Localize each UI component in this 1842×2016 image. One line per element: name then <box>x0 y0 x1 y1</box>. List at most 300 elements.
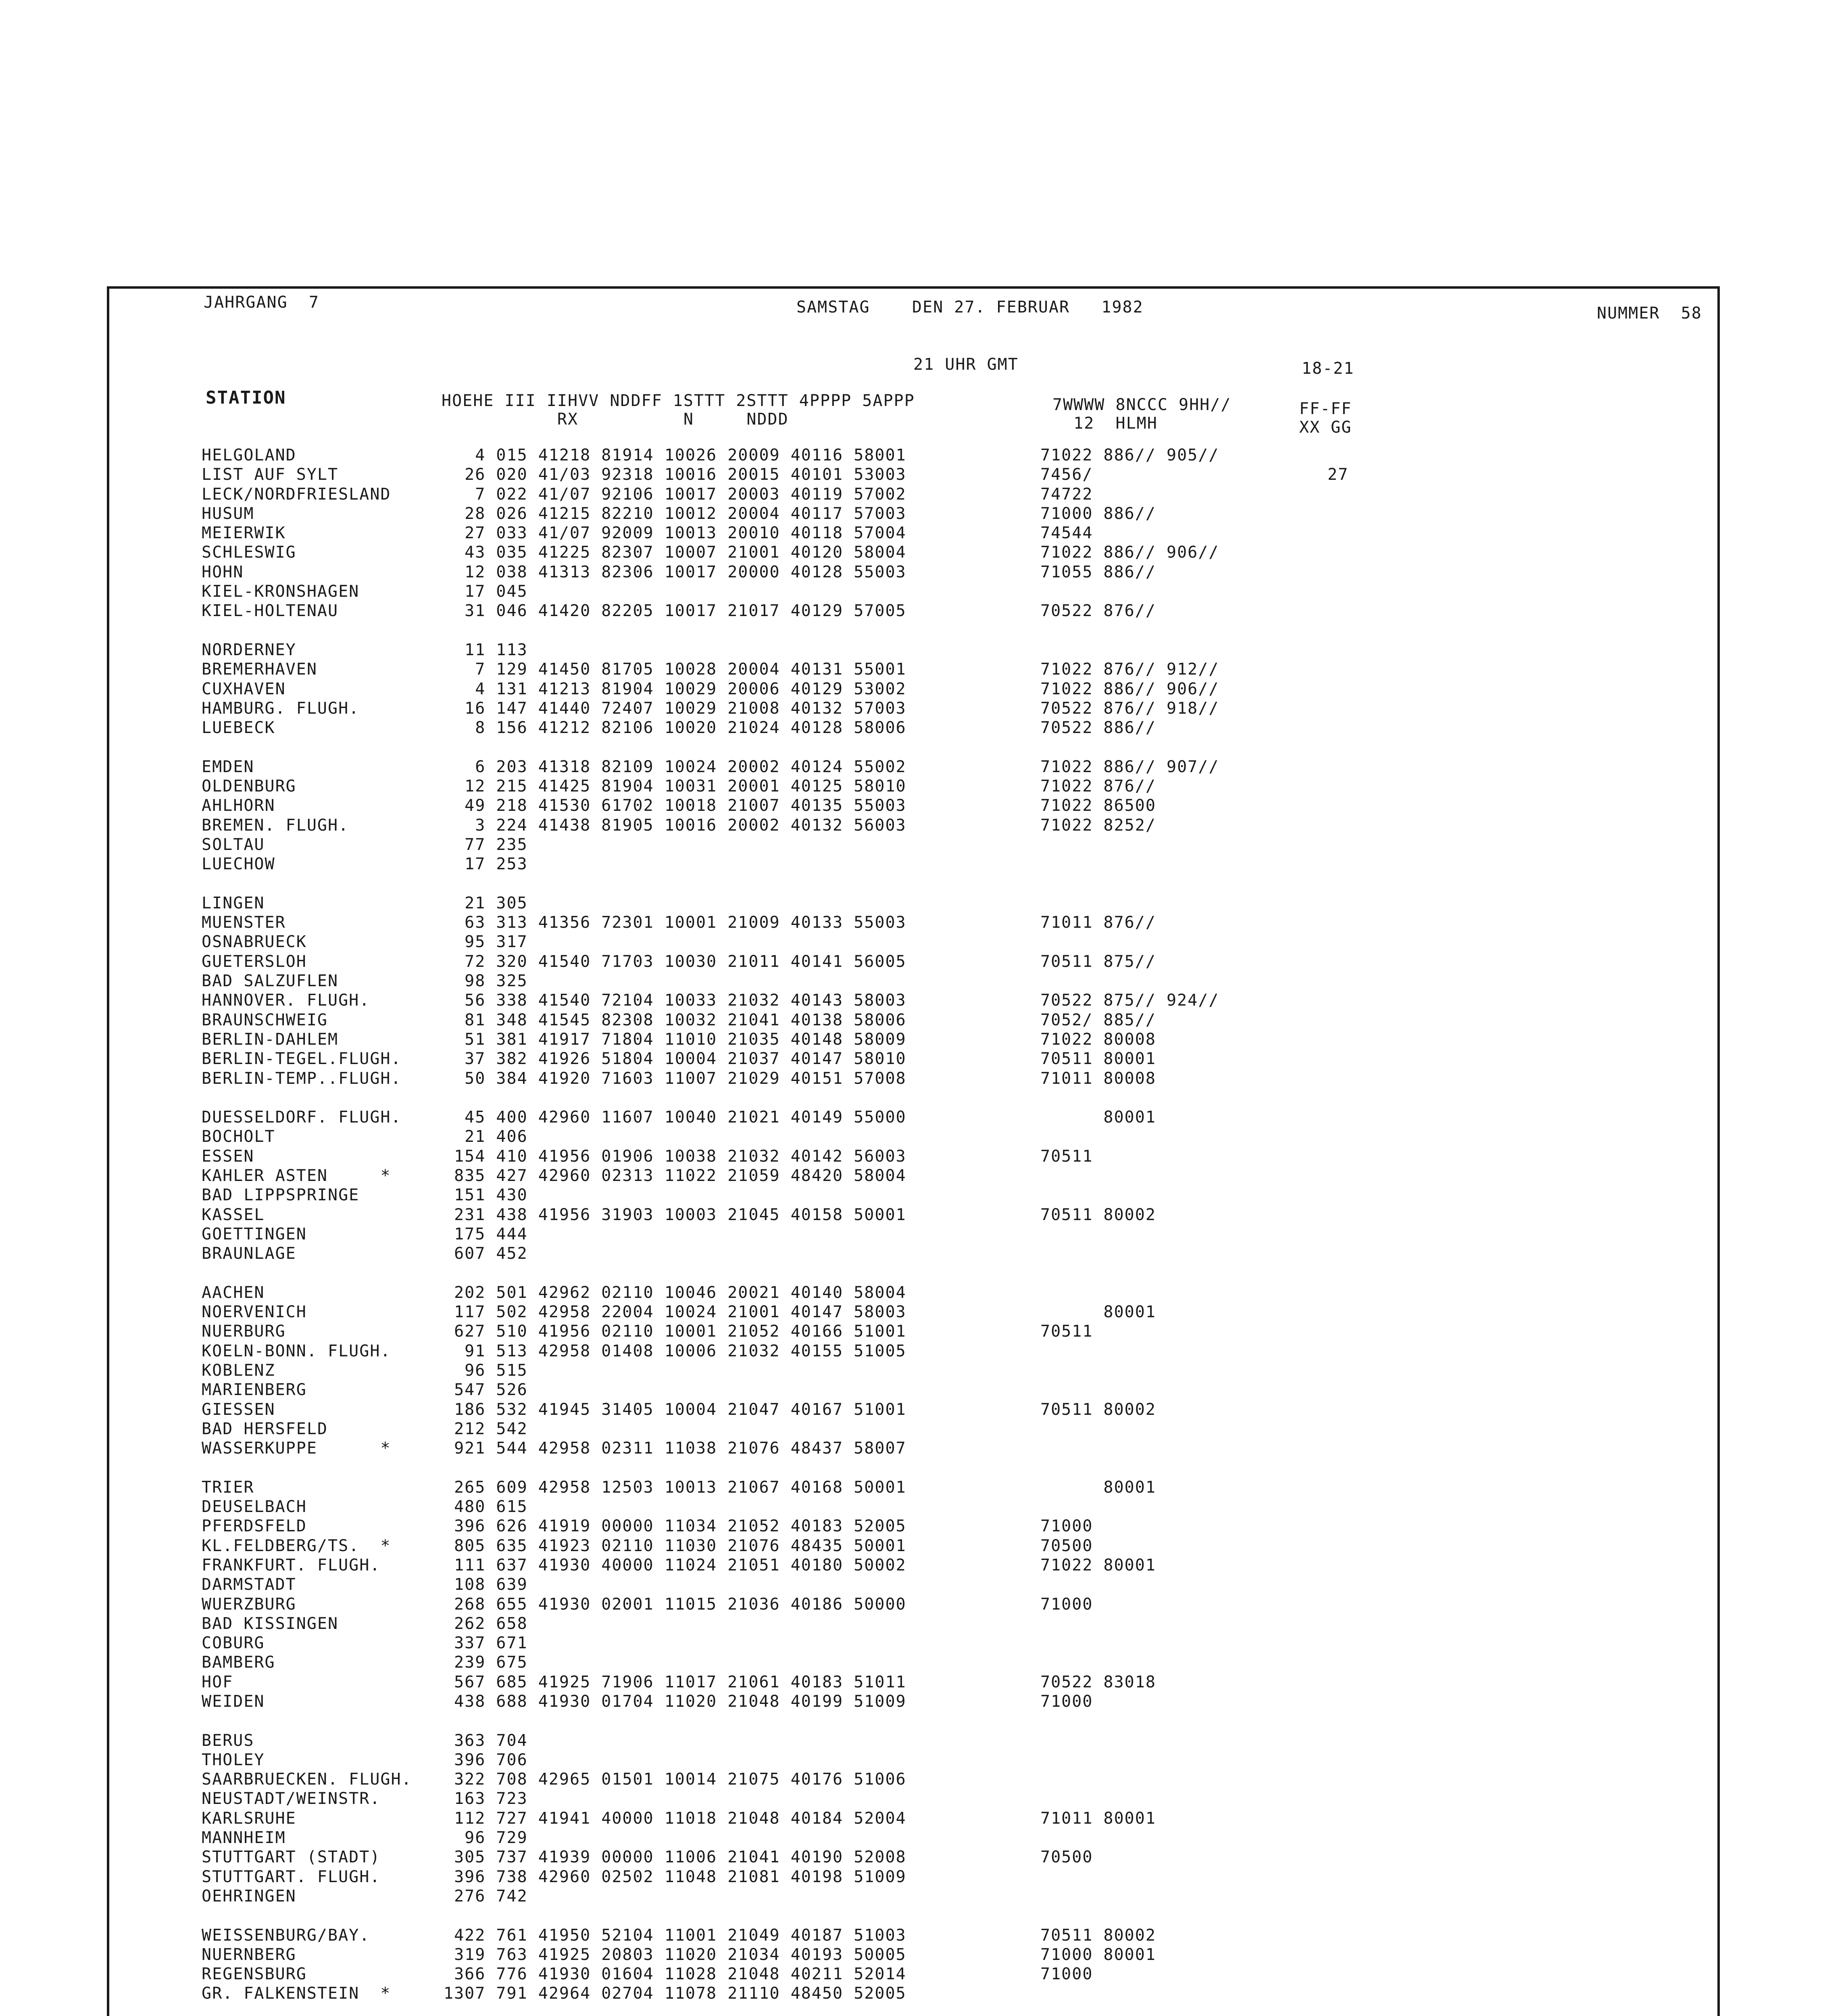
station-groups <box>1040 932 1219 952</box>
station-ff <box>1306 1244 1348 1263</box>
station-name: BAD KISSINGEN <box>202 1614 339 1633</box>
station-ff <box>1306 660 1348 679</box>
station-groups: 80001 <box>1040 1478 1156 1497</box>
station-name: BOCHOLT <box>202 1127 275 1146</box>
station-ff <box>1306 1809 1348 1828</box>
station-name: NUERNBERG <box>202 1945 296 1964</box>
station-values: 51 381 41917 71804 11010 21035 40148 58009 <box>444 1030 906 1049</box>
station-name: BERUS <box>202 1731 254 1750</box>
group-gap <box>1040 1458 1219 1477</box>
station-ff <box>1306 1478 1348 1497</box>
station-values: 112 727 41941 40000 11018 21048 40184 52004 <box>444 1809 906 1828</box>
station-groups: 71022 8252/ <box>1040 816 1156 835</box>
station-ff <box>1306 446 1348 465</box>
station-ff <box>1306 1750 1348 1770</box>
station-name: BRAUNSCHWEIG <box>202 1010 328 1029</box>
group-gap <box>202 1906 412 1925</box>
station-groups: 71022 886// 906// <box>1040 679 1219 698</box>
group-gap <box>1306 1458 1348 1477</box>
station-name: NUERBURG <box>202 1322 286 1341</box>
station-values: 607 452 <box>444 1244 528 1263</box>
column-right-line2: 12 HLMH <box>1052 414 1158 433</box>
group-gap <box>1306 1088 1348 1108</box>
station-groups <box>1040 1653 1219 1672</box>
station-ff <box>1306 1926 1348 1945</box>
group-gap <box>202 621 412 640</box>
station-name: KASSEL <box>202 1205 265 1224</box>
station-name: NEUSTADT/WEINSTR. <box>202 1789 381 1808</box>
station-groups <box>1040 1633 1219 1653</box>
column-station: STATION <box>206 387 286 408</box>
station-values: 26 020 41/03 92318 10016 20015 40101 53003 <box>444 465 906 484</box>
station-values: 366 776 41930 01604 11028 21048 40211 52014 <box>444 1965 906 1984</box>
station-groups: 7052/ 885// <box>1040 1010 1156 1029</box>
station-ff <box>1306 1633 1348 1653</box>
station-name: KOELN-BONN. FLUGH. <box>202 1341 391 1360</box>
station-groups: 70522 876// 918// <box>1040 699 1219 718</box>
station-values: 422 761 41950 52104 11001 21049 40187 51003 <box>444 1926 906 1945</box>
station-ff <box>1306 1108 1348 1127</box>
station-groups <box>1040 1127 1219 1146</box>
station-ff <box>1306 816 1348 835</box>
station-values: 7 129 41450 81705 10028 20004 40131 55001 <box>444 660 906 679</box>
station-values: 175 444 <box>444 1225 528 1243</box>
group-gap <box>444 874 906 893</box>
station-values: 27 033 41/07 92009 10013 20010 40118 57004 <box>444 524 906 543</box>
station-groups: 71022 876// <box>1040 777 1156 796</box>
station-values: 212 542 <box>444 1419 528 1438</box>
station-ff <box>1306 640 1348 660</box>
station-groups: 74722 <box>1040 485 1093 504</box>
station-name: BERLIN-TEGEL.FLUGH. <box>202 1050 402 1068</box>
station-groups: 71055 886// <box>1040 562 1156 581</box>
station-values: 4 015 41218 81914 10026 20009 40116 58001 <box>444 446 906 464</box>
station-name: MEIERWIK <box>202 524 286 543</box>
column-codes-line1: HOEHE III IIHVV NDDFF 1STTT 2STTT 4PPPP 5APPP <box>442 392 915 410</box>
station-values: 276 742 <box>444 1887 528 1906</box>
group-gap <box>444 1906 906 1925</box>
station-values: 396 706 <box>444 1750 528 1769</box>
station-name: STUTTGART (STADT) <box>202 1848 381 1867</box>
station-name: BERLIN-DAHLEM <box>202 1030 339 1049</box>
station-groups: 70522 876// <box>1040 602 1156 621</box>
station-name: WUERZBURG <box>202 1595 296 1614</box>
group-gap <box>444 1711 906 1731</box>
station-values: 96 729 <box>444 1829 528 1847</box>
station-values: 547 526 <box>444 1381 528 1400</box>
station-groups <box>1040 1867 1219 1887</box>
group-gap <box>1306 621 1348 640</box>
station-values: 921 544 42958 02311 11038 21076 48437 58007 <box>444 1439 906 1458</box>
group-gap <box>202 1711 412 1731</box>
group-gap <box>202 737 412 757</box>
station-groups: 70522 886// <box>1040 719 1156 737</box>
station-groups <box>1040 1439 1219 1458</box>
station-name: OEHRINGEN <box>202 1887 296 1906</box>
station-groups <box>1040 1380 1219 1400</box>
station-ff <box>1306 1847 1348 1867</box>
station-groups <box>1040 854 1219 874</box>
station-values: 262 658 <box>444 1614 528 1633</box>
station-name: DUESSELDORF. FLUGH. <box>202 1108 402 1127</box>
station-ff <box>1306 1867 1348 1887</box>
station-name: LUECHOW <box>202 855 275 874</box>
group-gap <box>1306 1263 1348 1283</box>
station-name: BREMEN. FLUGH. <box>202 816 349 835</box>
station-name: BAD HERSFELD <box>202 1419 328 1438</box>
station-ff <box>1306 523 1348 543</box>
station-groups: 71000 <box>1040 1965 1093 1984</box>
station-groups <box>1040 1731 1219 1750</box>
group-gap <box>1040 874 1219 893</box>
station-name: DEUSELBACH <box>202 1497 307 1516</box>
column-codes-line2: RX N NDDD <box>442 410 789 429</box>
station-ff <box>1306 1789 1348 1808</box>
group-gap <box>1040 1088 1219 1108</box>
station-ff <box>1306 582 1348 601</box>
station-values: 12 038 41313 82306 10017 20000 40128 55003 <box>444 562 906 581</box>
station-ff <box>1306 835 1348 854</box>
station-name: SCHLESWIG <box>202 543 296 562</box>
station-name: SAARBRUECKEN. FLUGH. <box>202 1770 412 1789</box>
station-name: KOBLENZ <box>202 1361 275 1380</box>
station-groups: 70511 <box>1040 1322 1093 1341</box>
station-ff <box>1306 1147 1348 1166</box>
station-groups: 71011 80001 <box>1040 1809 1156 1828</box>
station-ff <box>1306 1225 1348 1244</box>
station-values: 231 438 41956 31903 10003 21045 40158 50001 <box>444 1205 906 1224</box>
station-values: 805 635 41923 02110 11030 21076 48435 50001 <box>444 1536 906 1555</box>
station-ff <box>1306 1400 1348 1419</box>
station-name: BERLIN-TEMP..FLUGH. <box>202 1069 402 1088</box>
station-values: 268 655 41930 02001 11015 21036 40186 50000 <box>444 1595 906 1614</box>
station-values: 28 026 41215 82210 10012 20004 40117 57003 <box>444 504 906 523</box>
station-ff <box>1306 1439 1348 1458</box>
group-gap <box>1040 2004 1219 2016</box>
station-ff <box>1306 1964 1348 1984</box>
station-values: 7 022 41/07 92106 10017 20003 40119 57002 <box>444 485 906 504</box>
station-groups <box>1040 1789 1219 1808</box>
station-names-column <box>202 446 412 2016</box>
station-name: KAHLER ASTEN * <box>202 1166 391 1185</box>
station-name: AACHEN <box>202 1283 265 1302</box>
group-gap <box>1306 874 1348 893</box>
station-ff <box>1306 1010 1348 1030</box>
station-values: 72 320 41540 71703 10030 21011 40141 56005 <box>444 952 906 971</box>
station-name: CUXHAVEN <box>202 679 286 698</box>
station-groups-column <box>1040 446 1219 2016</box>
station-groups: 71022 886// 905// <box>1040 446 1219 464</box>
station-ff <box>1306 1361 1348 1380</box>
station-values: 835 427 42960 02313 11022 21059 48420 58004 <box>444 1166 906 1185</box>
station-name: GIESSEN <box>202 1400 275 1419</box>
station-ff <box>1306 1497 1348 1516</box>
group-gap <box>444 1263 906 1283</box>
station-name: HAMBURG. FLUGH. <box>202 699 360 718</box>
station-groups: 70500 <box>1040 1536 1093 1555</box>
station-name: LINGEN <box>202 893 265 912</box>
station-values: 396 738 42960 02502 11048 21081 40198 51009 <box>444 1867 906 1886</box>
station-groups: 71000 80001 <box>1040 1945 1156 1964</box>
station-ff <box>1306 1984 1348 2003</box>
station-ff <box>1306 854 1348 874</box>
station-name: HUSUM <box>202 504 254 523</box>
station-ff <box>1306 1302 1348 1322</box>
station-groups: 71011 80008 <box>1040 1069 1156 1088</box>
station-values: 480 615 <box>444 1497 528 1516</box>
station-values: 11 113 <box>444 640 528 659</box>
station-values: 98 325 <box>444 972 528 991</box>
station-ff <box>1306 1575 1348 1594</box>
station-values: 396 626 41919 00000 11034 21052 40183 52005 <box>444 1517 906 1536</box>
station-name: LECK/NORDFRIESLAND <box>202 485 391 504</box>
station-groups: 71022 80008 <box>1040 1030 1156 1049</box>
station-name: KARLSRUHE <box>202 1809 296 1828</box>
station-name: THOLEY <box>202 1750 265 1769</box>
group-gap <box>1040 1906 1219 1925</box>
station-name: PFERDSFELD <box>202 1517 307 1536</box>
station-ff <box>1306 952 1348 971</box>
station-ff <box>1306 1692 1348 1711</box>
station-name: BAD LIPPSPRINGE <box>202 1186 360 1205</box>
station-values: 363 704 <box>444 1731 528 1750</box>
station-name: LIST AUF SYLT <box>202 465 339 484</box>
station-name: NORDERNEY <box>202 640 296 659</box>
station-groups <box>1040 582 1219 601</box>
station-values: 186 532 41945 31405 10004 21047 40167 51001 <box>444 1400 906 1419</box>
group-gap <box>444 1458 906 1477</box>
station-ff <box>1306 796 1348 815</box>
group-gap <box>444 2004 906 2016</box>
station-groups: 71022 86500 <box>1040 796 1156 815</box>
group-gap <box>202 1088 412 1108</box>
station-ff <box>1306 991 1348 1010</box>
station-name: GUETERSLOH <box>202 952 307 971</box>
station-ff <box>1306 971 1348 991</box>
station-ff <box>1306 913 1348 932</box>
station-values: 567 685 41925 71906 11017 21061 40183 51011 <box>444 1672 906 1691</box>
station-name: HOF <box>202 1672 233 1691</box>
station-groups: 80001 <box>1040 1108 1156 1127</box>
station-values: 151 430 <box>444 1186 528 1205</box>
station-name: BREMERHAVEN <box>202 660 317 679</box>
station-groups: 71000 886// <box>1040 504 1156 523</box>
column-ff-line2: XX GG <box>1299 418 1352 437</box>
station-ff <box>1306 757 1348 777</box>
station-groups <box>1040 893 1219 913</box>
station-values-column <box>444 446 906 2016</box>
station-name: WEIDEN <box>202 1692 265 1711</box>
station-values: 265 609 42958 12503 10013 21067 40168 50001 <box>444 1478 906 1497</box>
station-values: 117 502 42958 22004 10024 21001 40147 58003 <box>444 1303 906 1322</box>
station-values: 96 515 <box>444 1361 528 1380</box>
station-name: ESSEN <box>202 1147 254 1166</box>
station-groups: 7456/ <box>1040 465 1093 484</box>
station-values: 21 305 <box>444 893 528 912</box>
group-gap <box>444 737 906 757</box>
station-ff-column <box>1306 446 1348 2016</box>
group-gap <box>1306 737 1348 757</box>
station-ff <box>1306 1283 1348 1302</box>
station-groups: 70511 80002 <box>1040 1926 1156 1945</box>
station-groups <box>1040 835 1219 854</box>
station-groups: 71022 886// 906// <box>1040 543 1219 562</box>
station-groups <box>1040 1497 1219 1516</box>
station-name: SOLTAU <box>202 835 265 854</box>
station-name: BAMBERG <box>202 1653 275 1672</box>
station-groups <box>1040 1750 1219 1770</box>
station-ff <box>1306 679 1348 699</box>
station-groups <box>1040 1419 1219 1439</box>
station-name: DARMSTADT <box>202 1575 296 1594</box>
station-values: 154 410 41956 01906 10038 21032 40142 56003 <box>444 1147 906 1166</box>
station-name: COBURG <box>202 1634 265 1653</box>
station-values: 111 637 41930 40000 11024 21051 40180 50002 <box>444 1556 906 1574</box>
station-values: 305 737 41939 00000 11006 21041 40190 52008 <box>444 1848 906 1867</box>
station-values: 4 131 41213 81904 10029 20006 40129 53002 <box>444 679 906 698</box>
station-values: 49 218 41530 61702 10018 21007 40135 55003 <box>444 796 906 815</box>
group-gap <box>1306 1711 1348 1731</box>
station-ff <box>1306 1419 1348 1439</box>
station-ff <box>1306 504 1348 523</box>
station-groups <box>1040 1575 1219 1594</box>
station-groups: 70511 80002 <box>1040 1205 1156 1224</box>
station-name: EMDEN <box>202 757 254 776</box>
station-groups <box>1040 1887 1219 1906</box>
station-groups <box>1040 1225 1219 1244</box>
station-ff <box>1306 1653 1348 1672</box>
station-groups: 80001 <box>1040 1303 1156 1322</box>
station-ff <box>1306 1945 1348 1964</box>
station-name: MANNHEIM <box>202 1829 286 1847</box>
station-values: 108 639 <box>444 1575 528 1594</box>
station-ff <box>1306 562 1348 582</box>
station-values: 63 313 41356 72301 10001 21009 40133 55003 <box>444 913 906 932</box>
group-gap <box>1040 1711 1219 1731</box>
station-groups: 70511 <box>1040 1147 1093 1166</box>
station-ff <box>1306 1672 1348 1692</box>
station-name: KL.FELDBERG/TS. * <box>202 1536 391 1555</box>
station-name: STUTTGART. FLUGH. <box>202 1867 381 1886</box>
station-groups: 71000 <box>1040 1692 1093 1711</box>
station-ff <box>1306 543 1348 562</box>
station-name: WASSERKUPPE * <box>202 1439 391 1458</box>
station-groups: 70522 83018 <box>1040 1672 1156 1691</box>
group-gap <box>444 1088 906 1108</box>
station-name: MUENSTER <box>202 913 286 932</box>
station-values: 6 203 41318 82109 10024 20002 40124 55002 <box>444 757 906 776</box>
station-name: KIEL-HOLTENAU <box>202 602 339 621</box>
station-ff <box>1306 1341 1348 1361</box>
station-values: 202 501 42962 02110 10046 20021 40140 58004 <box>444 1283 906 1302</box>
station-groups: 71011 876// <box>1040 913 1156 932</box>
station-values: 43 035 41225 82307 10007 21001 40120 58004 <box>444 543 906 562</box>
station-name: MARIENBERG <box>202 1381 307 1400</box>
station-values: 322 708 42965 01501 10014 21075 40176 51006 <box>444 1770 906 1789</box>
station-name: REGENSBURG <box>202 1965 307 1984</box>
station-values: 163 723 <box>444 1789 528 1808</box>
station-groups: 70511 80002 <box>1040 1400 1156 1419</box>
station-ff: 27 <box>1306 465 1349 484</box>
station-name: TRIER <box>202 1478 254 1497</box>
station-name: BRAUNLAGE <box>202 1244 296 1263</box>
station-values: 77 235 <box>444 835 528 854</box>
group-gap <box>1306 1906 1348 1925</box>
station-groups <box>1040 1361 1219 1380</box>
station-groups: 71000 <box>1040 1517 1093 1536</box>
station-groups <box>1040 1341 1219 1361</box>
station-ff <box>1306 1049 1348 1068</box>
station-groups <box>1040 1283 1219 1302</box>
station-values: 8 156 41212 82106 10020 21024 40128 58006 <box>444 719 906 737</box>
station-name: HANNOVER. FLUGH. <box>202 991 370 1010</box>
column-ff-line1: FF-FF <box>1299 400 1352 418</box>
station-groups: 70522 875// 924// <box>1040 991 1219 1010</box>
station-ff <box>1306 1205 1348 1225</box>
group-gap <box>202 874 412 893</box>
group-gap <box>202 1263 412 1283</box>
station-name: GOETTINGEN <box>202 1225 307 1243</box>
station-values: 17 045 <box>444 582 528 601</box>
station-values: 239 675 <box>444 1653 528 1672</box>
station-groups <box>1040 1828 1219 1847</box>
issue-number: NUMMER 58 <box>1597 304 1702 323</box>
station-values: 438 688 41930 01704 11020 21048 40199 51009 <box>444 1692 906 1711</box>
station-values: 56 338 41540 72104 10033 21032 40143 58003 <box>444 991 906 1010</box>
station-ff <box>1306 1536 1348 1556</box>
station-groups <box>1040 640 1219 660</box>
station-groups: 70511 875// <box>1040 952 1156 971</box>
station-ff <box>1306 1887 1348 1906</box>
station-values: 17 253 <box>444 855 528 874</box>
station-ff <box>1306 1595 1348 1614</box>
group-gap <box>1040 1263 1219 1283</box>
time-range: 18-21 <box>1302 359 1354 378</box>
station-ff <box>1306 1127 1348 1146</box>
station-groups: 70511 80001 <box>1040 1050 1156 1068</box>
station-ff <box>1306 1556 1348 1575</box>
observation-time: 21 UHR GMT <box>913 355 1019 374</box>
group-gap <box>1306 2004 1348 2016</box>
station-groups: 71022 886// 907// <box>1040 757 1219 776</box>
station-values: 3 224 41438 81905 10016 20002 40132 56003 <box>444 816 906 835</box>
station-ff <box>1306 1185 1348 1205</box>
station-values: 12 215 41425 81904 10031 20001 40125 58010 <box>444 777 906 796</box>
station-name: OSNABRUECK <box>202 933 307 952</box>
station-ff <box>1306 1380 1348 1400</box>
station-values: 50 384 41920 71603 11007 21029 40151 57008 <box>444 1069 906 1088</box>
station-name: NOERVENICH <box>202 1303 307 1322</box>
station-ff <box>1306 1614 1348 1633</box>
issue-date: SAMSTAG DEN 27. FEBRUAR 1982 <box>796 298 1144 317</box>
station-ff <box>1306 777 1348 796</box>
station-ff <box>1306 485 1348 504</box>
station-ff <box>1306 893 1348 913</box>
station-groups <box>1040 1770 1219 1789</box>
station-ff <box>1306 718 1348 737</box>
station-values: 21 406 <box>444 1127 528 1146</box>
group-gap <box>1040 621 1219 640</box>
station-ff <box>1306 1322 1348 1341</box>
station-name: BAD SALZUFLEN <box>202 972 339 991</box>
station-groups <box>1040 1166 1219 1185</box>
station-ff <box>1306 1731 1348 1750</box>
station-values: 91 513 42958 01408 10006 21032 40155 51005 <box>444 1341 906 1360</box>
station-name: AHLHORN <box>202 796 275 815</box>
station-ff <box>1306 1828 1348 1847</box>
station-ff <box>1306 1516 1348 1536</box>
station-values: 81 348 41545 82308 10032 21041 40138 58006 <box>444 1010 906 1029</box>
